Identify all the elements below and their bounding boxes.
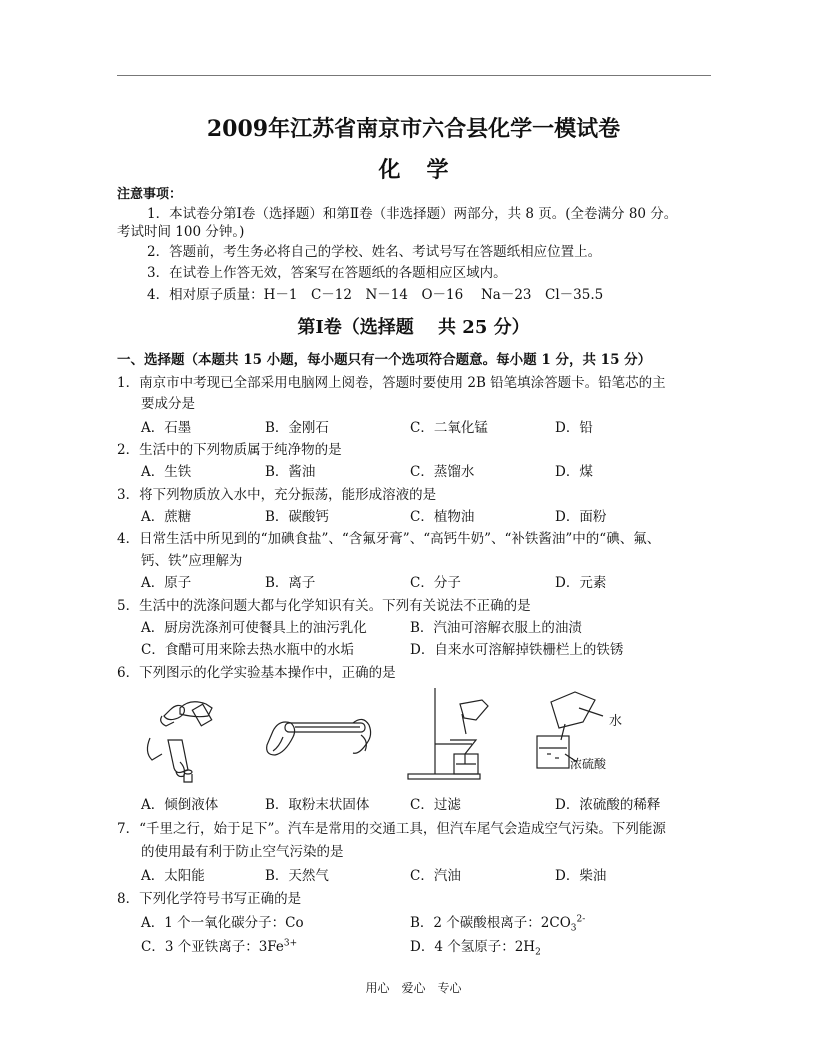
q3-option-b: B．碳酸钙 [265,509,329,525]
pouring-liquid-illustration [140,690,220,785]
q4-option-c: C．分子 [410,575,461,591]
question-4-stem: 4．日常生活中所见到的“加碘食盐”、“含氟牙膏”、“高钙牛奶”、“补铁酱油”中的“碘、氟、 [117,531,661,547]
powder-tube-illustration [265,705,380,765]
notes-heading: 注意事项： [117,187,183,202]
q1-option-c: C．二氧化锰 [410,420,488,436]
q5-option-c: C．食醋可用来除去热水瓶中的水垢 [141,642,354,658]
question-6-stem: 6．下列图示的化学实验基本操作中，正确的是 [117,665,396,681]
water-label: 水 [609,714,623,729]
q7-option-c: C．汽油 [410,868,461,884]
part-heading: 一、选择题（本题共 15 小题，每小题只有一个选项符合题意。每小题 1 分，共 15 分） [117,352,652,368]
note-item-1: 1．本试卷分第Ⅰ卷（选择题）和第Ⅱ卷（非选择题）两部分，共 8 页。(全卷满分 80 分。 [147,206,678,222]
filtration-illustration [400,684,495,782]
q8-option-b-sub: 3 [570,923,577,934]
q1-option-b: B．金刚石 [265,420,329,436]
q4-option-d: D．元素 [555,575,607,591]
q6-option-b: B．取粉末状固体 [265,797,370,813]
q5-option-a: A．厨房洗涤剂可使餐具上的油污乳化 [141,620,367,636]
q2-option-a: A．生铁 [141,464,192,480]
subject-title: 化学 [378,157,475,183]
q2-option-c: C．蒸馏水 [410,464,475,480]
question-3-stem: 3．将下列物质放入水中，充分振荡，能形成溶液的是 [117,487,437,503]
question-5-stem: 5．生活中的洗涤问题大都与化学知识有关。下列有关说法不正确的是 [117,598,531,614]
q8-option-a: A．1 个一氧化碳分子：Co [141,915,304,931]
q8-option-b-sup: 2- [576,914,586,925]
q8-option-c [141,935,297,955]
page-title: 2009年江苏省南京市六合县化学一模试卷 [206,116,621,142]
q8-option-d-sub: 2 [535,947,541,958]
question-1-stem-cont: 要成分是 [141,396,195,412]
section-title: 第Ⅰ卷（选择题 共 25 分） [297,317,530,338]
q8-option-b [410,911,585,934]
question-8-stem: 8．下列化学符号书写正确的是 [117,891,302,907]
q8-option-c-text: C．3 个亚铁离子：3Fe [141,939,284,955]
q7-option-d: D．柴油 [555,868,607,884]
q8-option-d-text: D．4 个氢原子：2H [410,939,536,955]
question-7-stem: 7．“千里之行，始于足下”。汽车是常用的交通工具，但汽车尾气会造成空气污染。下列能源 [117,821,666,837]
q8-option-c-sup: 3+ [283,938,298,949]
q3-option-d: D．面粉 [555,509,607,525]
q5-option-b: B．汽油可溶解衣服上的油渍 [410,620,582,636]
note-item-4: 4．相对原子质量：H－1 C－12 N－14 O－16 Na－23 Cl－35.5 [147,287,604,303]
question-1-stem: 1．南京市中考现已全部采用电脑网上阅卷，答题时要使用 2B 铅笔填涂答题卡。铅笔芯的主 [117,375,666,391]
q7-option-a: A．太阳能 [141,868,205,884]
q2-option-d: D．煤 [555,464,593,480]
q1-option-a: A．石墨 [141,420,192,436]
q6-option-c: C．过滤 [410,797,461,813]
question-4-stem-cont: 钙、铁”应理解为 [141,553,243,569]
sulfuric-acid-label: 浓硫酸 [570,757,607,771]
note-item-3: 3．在试卷上作答无效，答案写在答题纸的各题相应区域内。 [147,265,507,281]
question-7-stem-cont: 的使用最有利于防止空气污染的是 [141,844,344,860]
note-item-1-cont: 考试时间 100 分钟。) [117,224,245,240]
q8-option-d [410,935,541,958]
header-rule [117,75,711,76]
q8-option-b-text: B．2 个碳酸根离子：2CO [410,915,571,931]
q5-option-d: D．自来水可溶解掉铁栅栏上的铁锈 [410,642,624,658]
q4-option-a: A．原子 [141,575,192,591]
note-item-2: 2．答题前，考生务必将自己的学校、姓名、考试号写在答题纸相应位置上。 [147,244,602,260]
q1-option-d: D．铅 [555,420,593,436]
q3-option-c: C．植物油 [410,509,475,525]
page-footer: 用心 爱心 专心 [365,981,462,995]
q2-option-b: B．酱油 [265,464,316,480]
q4-option-b: B．离子 [265,575,316,591]
question-2-stem: 2．生活中的下列物质属于纯净物的是 [117,442,342,458]
q6-option-a: A．倾倒液体 [141,797,219,813]
q3-option-a: A．蔗糖 [141,509,192,525]
q6-option-d: D．浓硫酸的稀释 [555,797,661,813]
q7-option-b: B．天然气 [265,868,329,884]
